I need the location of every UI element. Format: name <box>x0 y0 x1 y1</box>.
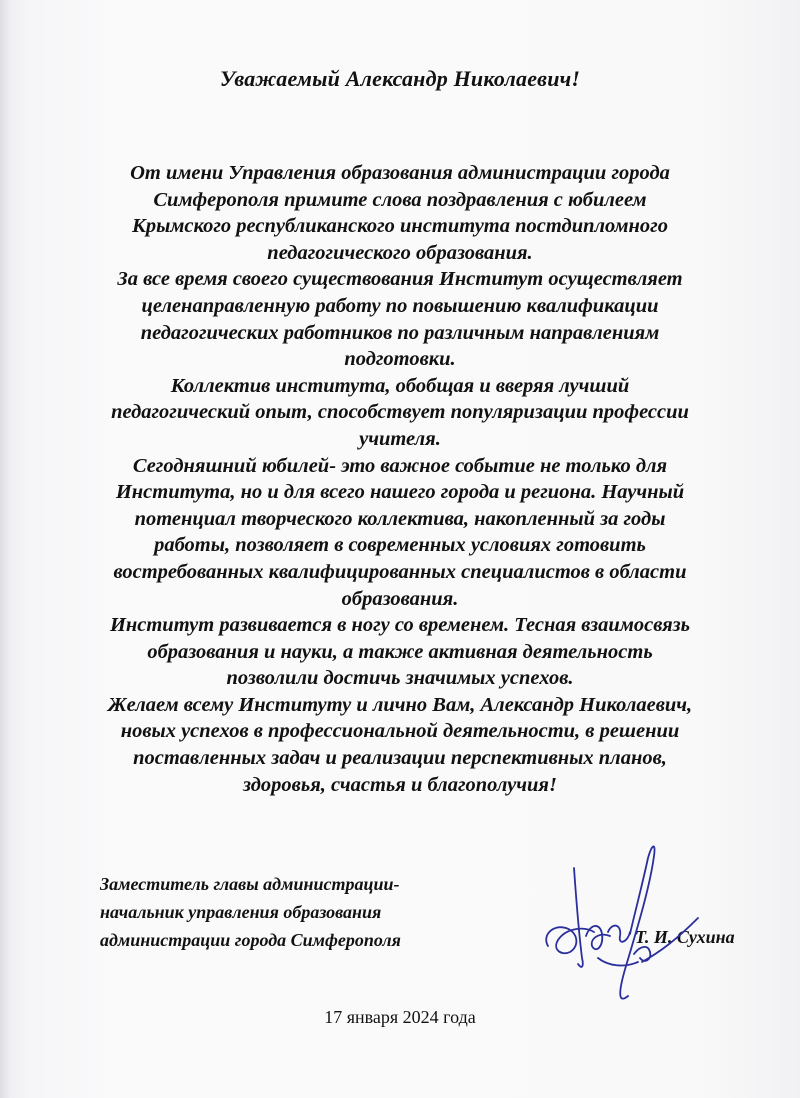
letter-paragraph <box>60 373 740 453</box>
signatory-line: начальник управления образования <box>100 902 382 922</box>
letter-greeting: Уважаемый Александр Николаевич! <box>219 66 581 91</box>
letter-date: 17 января 2024 года <box>324 1007 476 1027</box>
letter-line: От имени Управления образования администрации города <box>130 162 670 184</box>
letter-line: Желаем всему Институту и лично Вам, Александр Николаевич, <box>107 693 693 716</box>
letter-line: здоровья, счастья и благополучия! <box>243 773 557 796</box>
signatory-title <box>100 870 520 954</box>
letter-line: работы, позволяет в современных условиях готовить <box>154 534 646 557</box>
signatory-line: Заместитель главы администрации- <box>100 874 400 894</box>
signatory-line: администрации города Симферополя <box>100 930 401 950</box>
letter-line: педагогического образования. <box>267 241 533 264</box>
letter-line: подготовки. <box>344 348 456 371</box>
letter-paragraph <box>60 692 740 798</box>
letter-paragraph <box>60 160 740 266</box>
letter-line: учителя. <box>359 427 441 450</box>
letter-line: целенаправленную работу по повышению квалификации <box>141 294 659 317</box>
letter-paragraph <box>60 453 740 613</box>
letter-body <box>60 160 740 798</box>
letter-line: Коллектив института, обобщая и вверяя лучший <box>170 374 630 397</box>
letter-line: Институт развивается в ногу со временем. Тесная взаимосвязь <box>109 614 691 637</box>
letter-paragraph <box>60 612 740 692</box>
letter-line: Симферополя примите слова поздравления с юбилеем <box>153 188 647 211</box>
letter-line: потенциал творческого коллектива, накопленный за годы <box>134 507 666 530</box>
letter-line: Крымского республиканского института постдипломного <box>131 215 668 238</box>
letter-paragraph <box>60 266 740 372</box>
letter-line: востребованных квалифицированных специалистов в области <box>113 560 687 583</box>
letter-line: новых успехов в профессиональной деятельности, в решении <box>120 720 680 743</box>
letter-line: образования. <box>341 587 459 610</box>
handwritten-signature <box>538 836 708 1011</box>
letter-line: Института, но и для всего нашего города и региона. Научный <box>115 481 685 504</box>
signer-name: Т. И. Сухина <box>635 927 735 947</box>
letter-line: Сегодняшний юбилей- это важное событие не только для <box>132 454 668 477</box>
letter-line: педагогический опыт, способствует популяризации профессии <box>111 401 689 424</box>
letter-line: педагогических работников по различным направлениям <box>140 321 660 344</box>
letter-line: позволили достичь значимых успехов. <box>226 667 574 690</box>
letter-line: поставленных задач и реализации перспективных планов, <box>133 747 667 770</box>
letter-line: За все время своего существования Институт осуществляет <box>117 268 683 291</box>
letter-line: образования и науки, а также активная деятельность <box>147 640 653 663</box>
